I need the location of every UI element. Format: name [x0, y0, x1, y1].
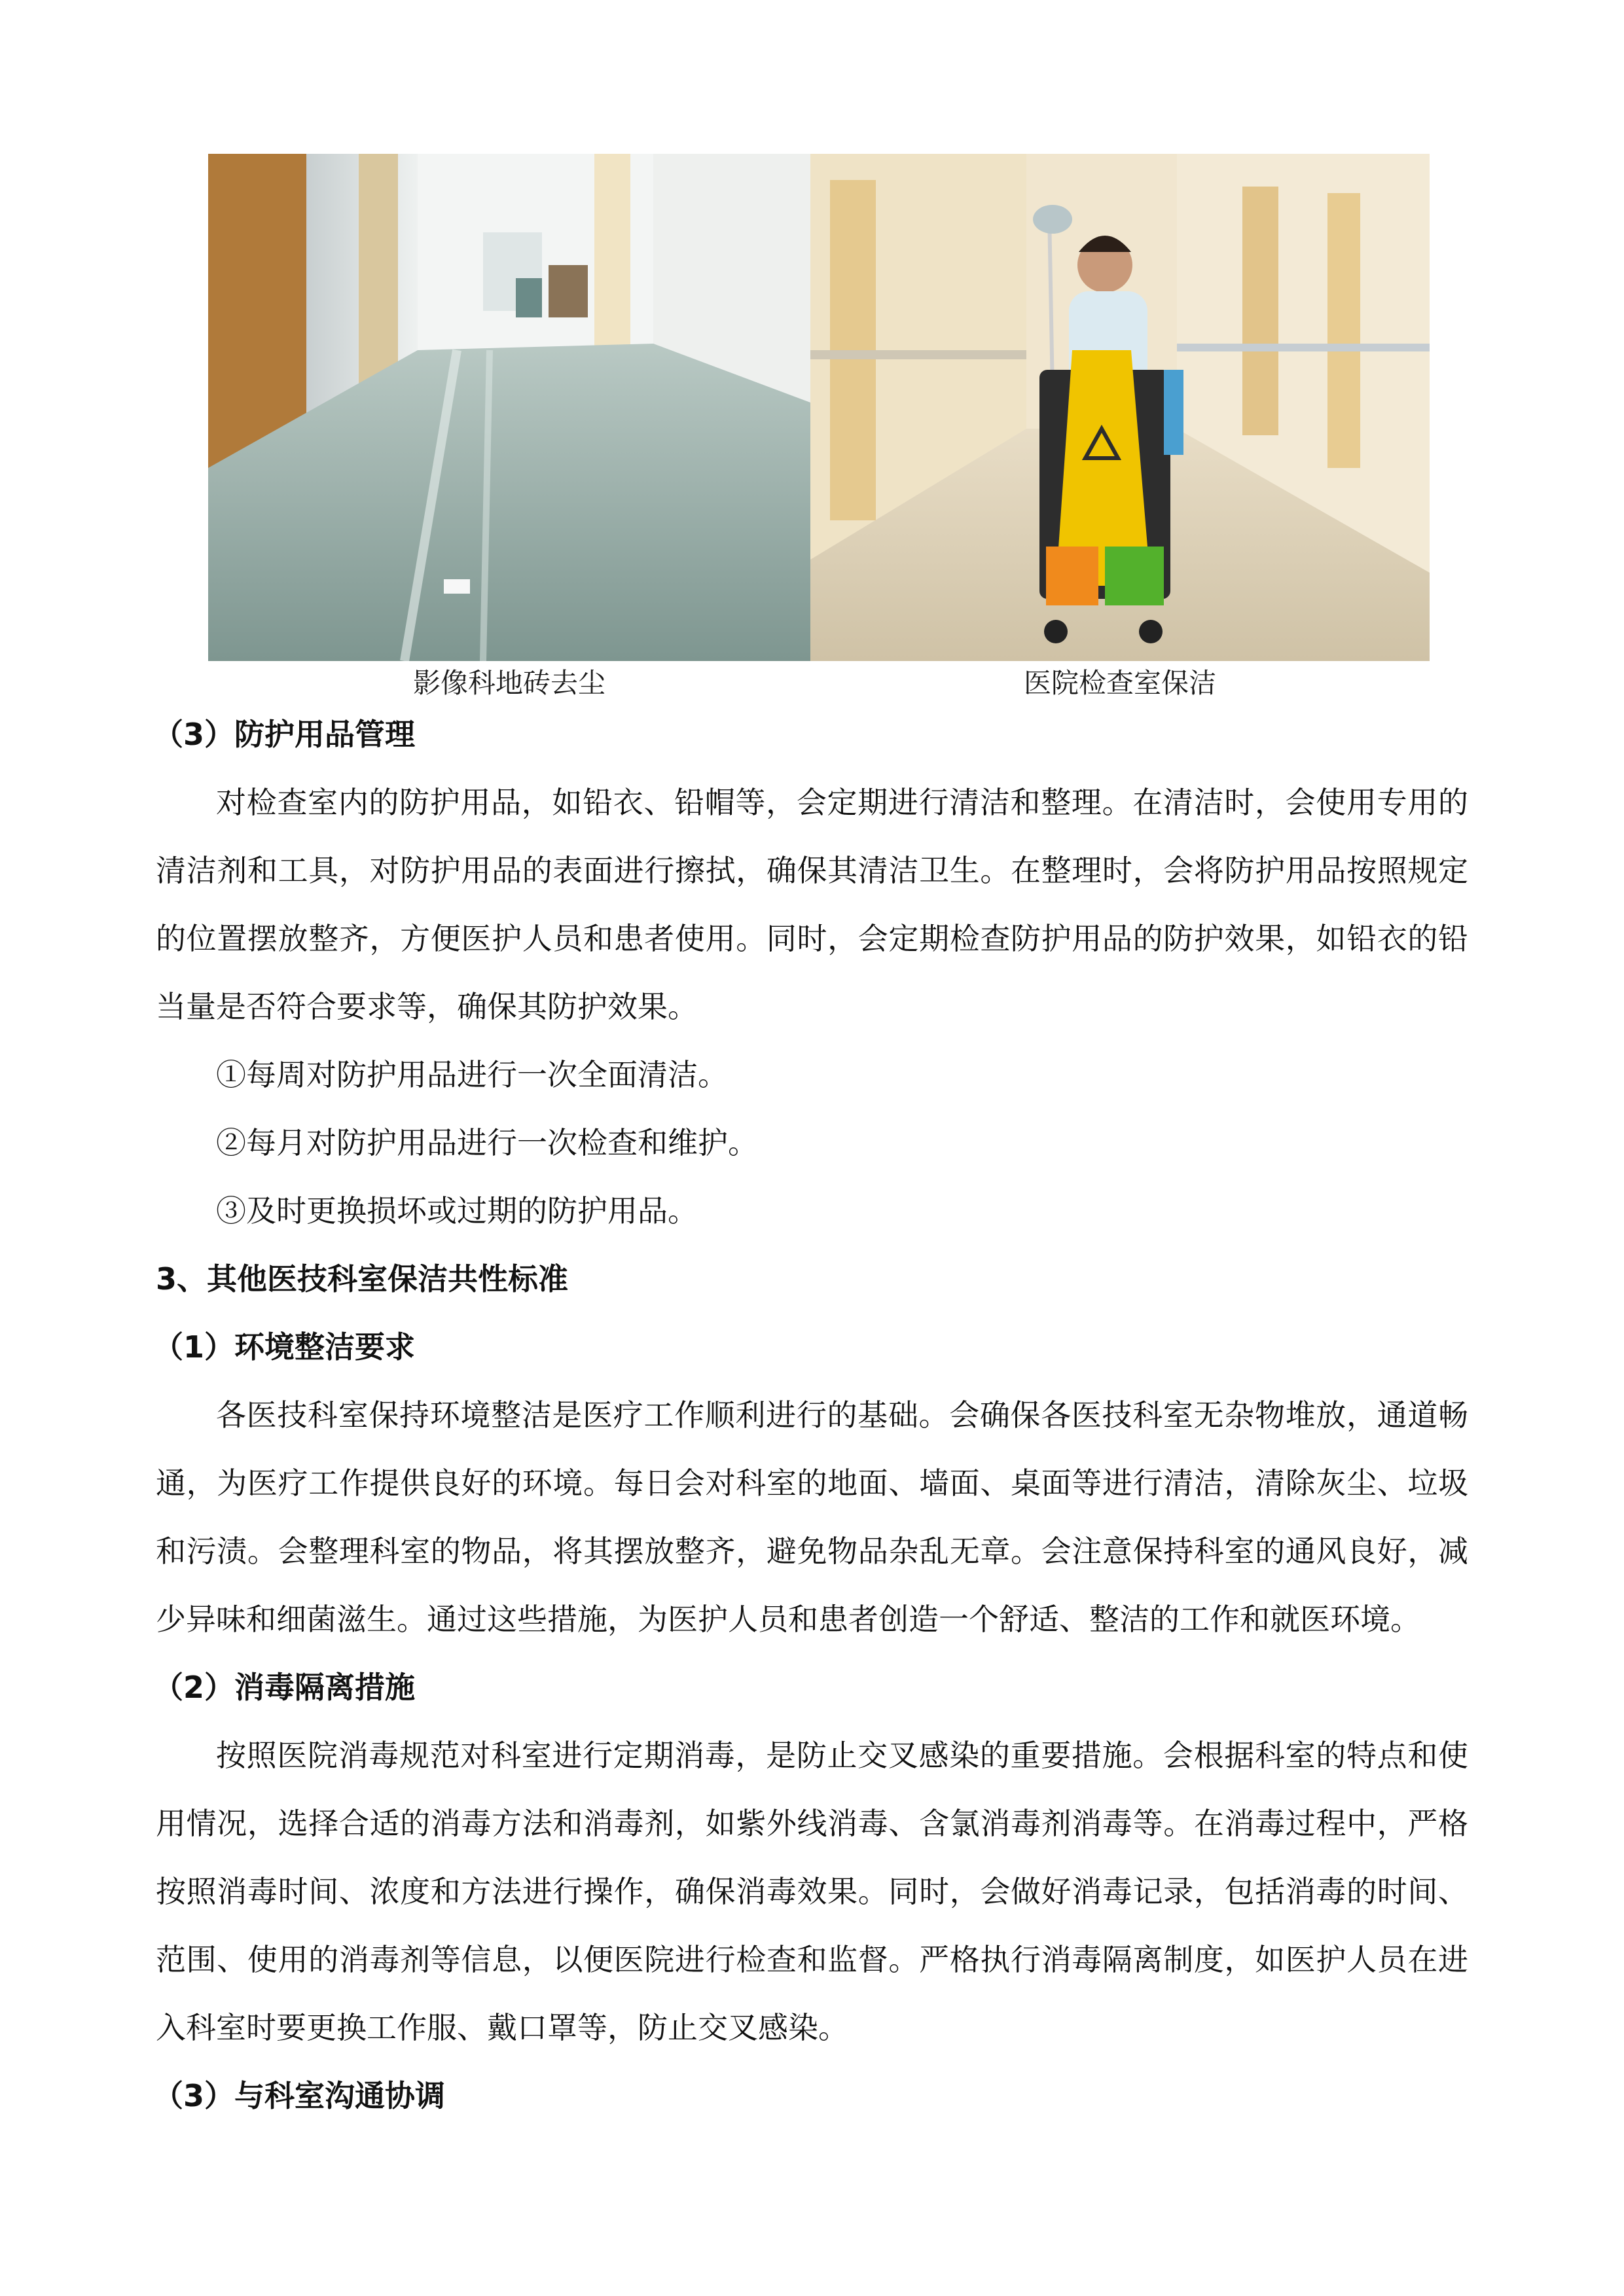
photo-cleaner-cart	[810, 154, 1430, 661]
heading-communication: （3）与科室沟通协调	[153, 2078, 446, 2113]
paragraph-environment: 各医技科室保持环境整洁是医疗工作顺利进行的基础。会确保各医技科室无杂物堆放，通道畅通，为医疗工作提供良好的环境。每日会对科室的地面、墙面、桌面等进行清洁，清除灰尘、垃圾和污渍。会整理科室的物品，将其摆放整齐，避免物品杂乱无章。会注意保持科室的通风良好，减少异味和细菌滋生。通过这些措施，为医护人员和患者创造一个舒适、整洁的工作和就医环境。	[156, 1397, 1468, 1637]
photo-row	[208, 154, 1430, 661]
document-body	[153, 700, 1468, 2130]
heading-disinfection: （2）消毒隔离措施	[153, 1670, 416, 1705]
list-item: ②每月对防护用品进行一次检查和维护。	[216, 1125, 758, 1160]
list-item: ①每周对防护用品进行一次全面清洁。	[216, 1057, 728, 1092]
list-item: ③及时更换损坏或过期的防护用品。	[216, 1193, 698, 1229]
paragraph-protective-gear: 对检查室内的防护用品，如铅衣、铅帽等，会定期进行清洁和整理。在清洁时，会使用专用的清洁剂和工具，对防护用品的表面进行擦拭，确保其清洁卫生。在整理时，会将防护用品按照规定的位置摆放整齐，方便医护人员和患者使用。同时，会定期检查防护用品的防护效果，如铅衣的铅当量是否符合要求等，确保其防护效果。	[156, 785, 1468, 1024]
caption-cleaner-cart: 医院检查室保洁	[1023, 667, 1216, 699]
heading-common-standards: 3、其他医技科室保洁共性标准	[156, 1261, 569, 1297]
photo-floor-dusting	[208, 154, 810, 661]
paragraph-disinfection: 按照医院消毒规范对科室进行定期消毒，是防止交叉感染的重要措施。会根据科室的特点和使用情况，选择合适的消毒方法和消毒剂，如紫外线消毒、含氯消毒剂消毒等。在消毒过程中，严格按照消毒时间、浓度和方法进行操作，确保消毒效果。同时，会做好消毒记录，包括消毒的时间、范围、使用的消毒剂等信息，以便医院进行检查和监督。严格执行消毒隔离制度，如医护人员在进入科室时要更换工作服、戴口罩等，防止交叉感染。	[156, 1738, 1468, 2045]
floor-photo-illustration	[208, 154, 810, 661]
heading-protective-gear: （3）防护用品管理	[153, 717, 416, 752]
caption-floor-dusting: 影像科地砖去尘	[412, 667, 605, 699]
heading-environment: （1）环境整洁要求	[153, 1329, 416, 1365]
cleaner-photo-illustration	[810, 154, 1430, 661]
